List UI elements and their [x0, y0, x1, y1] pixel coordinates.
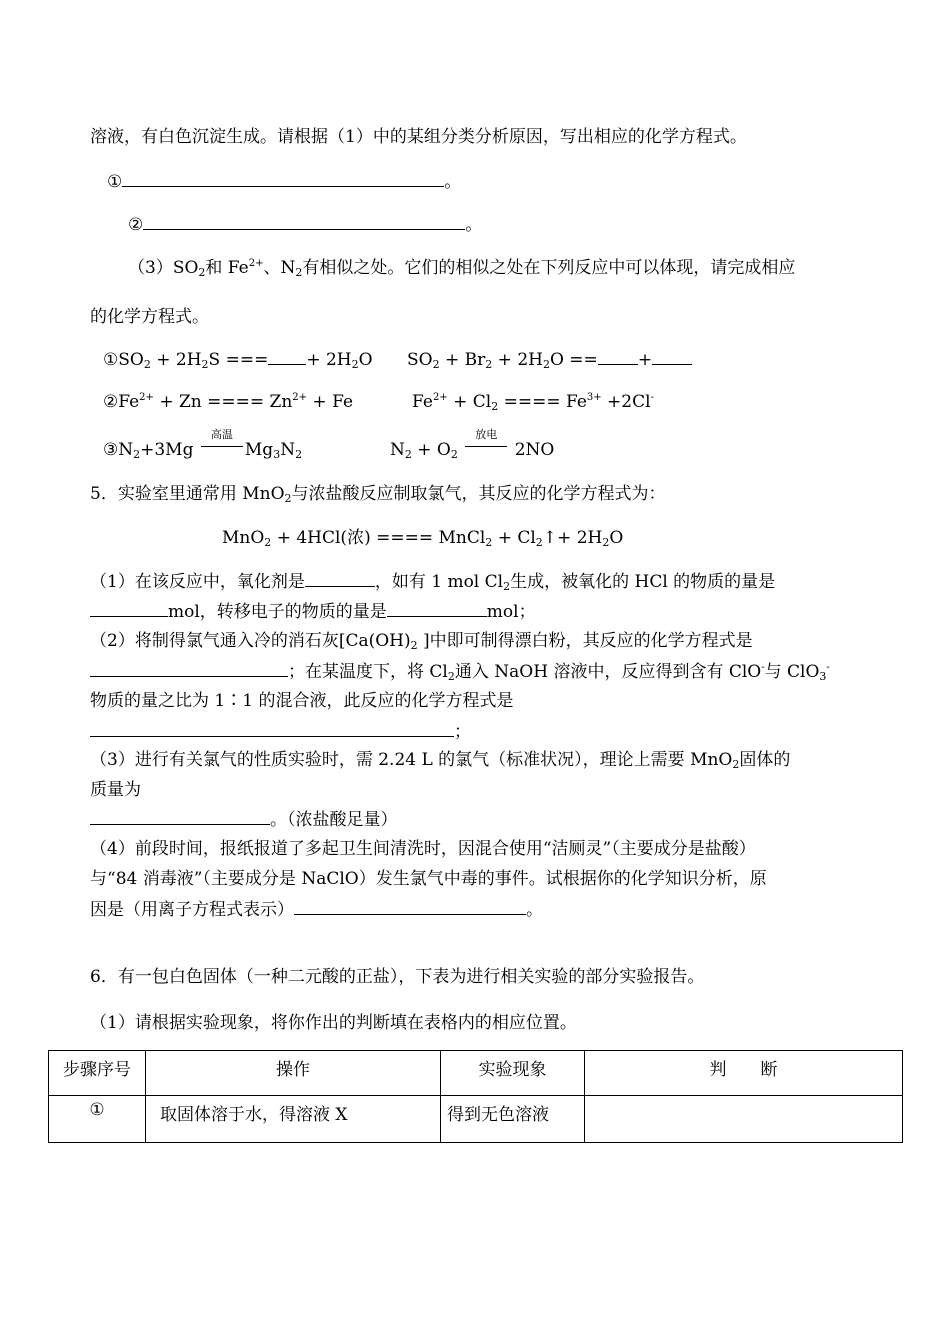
q4-reaction3-right: $N_2 + O_2$ 放电 2NO [390, 428, 555, 461]
q5-part2: （2）将制得氯气通入冷的消石灰[$Ca(OH)_2$ ]中即可制得漂白粉，其反应的化学方程式是 [90, 631, 753, 652]
q5-part2-line4: ； [90, 720, 471, 743]
table-row [49, 1096, 903, 1143]
q4-blank1[interactable] [122, 170, 444, 187]
q5-part1-line2: mol，转移电子的物质的量是 mol； [90, 600, 536, 623]
q4-part3: $(3)SO_2$和 $Fe^{2+}$、$N_2$有相似之处。它们的相似之处在下列反应中可以体现，请完成相应 [128, 258, 796, 279]
q4-intro: 溶液，有白色沉淀生成。请根据（1）中的某组分类分析原因，写出相应的化学方程式。 [90, 127, 747, 147]
q5-bleach-eq-blank[interactable] [90, 660, 288, 677]
condition-discharge: 放电 [463, 437, 509, 455]
q4-blank2[interactable] [143, 213, 465, 230]
q5-part2-line3: 物质的量之比为 1∶1 的混合液，此反应的化学方程式是 [90, 691, 514, 711]
condition-high-temp: 高温 [199, 437, 245, 455]
header-operation: 操作 [146, 1051, 441, 1096]
header-judgement: 判 断 [585, 1051, 903, 1096]
q4-blank2-num: ② [128, 215, 144, 235]
q4-r1-blank[interactable] [268, 348, 306, 365]
q5-part4: （4）前段时间，报纸报道了多起卫生间清洗时，因混合使用“洁厕灵”（主要成分是盐酸） [90, 839, 756, 859]
q5-mix-eq-blank[interactable] [90, 720, 454, 737]
q4-blank1-line: ① 。 [107, 172, 462, 192]
q4-reaction2-right: $Fe^{2+} + Cl_2$ ==== $Fe^{3+} +2Cl^-$ [412, 392, 654, 413]
q5-title: 5．实验室里通常用 MnO$_2$与浓盐酸反应制取氯气，其反应的化学方程式为： [90, 484, 666, 505]
q5-oxidant-blank[interactable] [305, 570, 375, 587]
q5-part3: （3）进行有关氯气的性质实验时，需 2.24 L 的氯气（标准状况），理论上需要 MnO$_2$固体的 [90, 750, 791, 771]
q5-part4-line3: 因是（用离子方程式表示） 。 [90, 900, 543, 920]
q5-equation: MnO$_2$ + 4HCl(浓) ==== MnCl$_2$ + $Cl_2↑+ 2H_2O$ [222, 528, 624, 549]
cell-step: ① [49, 1096, 146, 1143]
q5-part1: （1）在该反应中，氧化剂是 ，如有 1 mol $Cl_2$生成，被氧化的 HCl 的物质的量是 [90, 572, 776, 593]
q4-part3-line2: 的化学方程式。 [90, 307, 209, 327]
cell-judgement-input[interactable] [585, 1096, 903, 1143]
cell-phenomenon: 得到无色溶液 [441, 1096, 585, 1143]
q4-reaction1-left: $①SO_2 + 2H_2S$ === + $2H_2O$ [103, 350, 373, 371]
q4-reaction3-left: $③N_2+3Mg$ 高温 $Mg_3N_2$ [103, 428, 303, 461]
header-step: 步骤序号 [49, 1051, 146, 1096]
q5-part3-line3: 。（浓盐酸足量） [90, 808, 398, 831]
q6-title: 6．有一包白色固体（一种二元酸的正盐），下表为进行相关实验的部分实验报告。 [90, 967, 705, 987]
q5-mass-blank[interactable] [90, 808, 270, 825]
table-header-row [49, 1051, 903, 1096]
q4-reaction2-left: $②Fe^{2+} + Zn$ ==== $Zn^{2+} + Fe$ [103, 392, 354, 412]
q5-part2-line2: ；在某温度下，将 $Cl_2$通入 NaOH 溶液中，反应得到含有 ClO-与 ClO$_3$- [90, 660, 830, 683]
q5-ion-eq-blank[interactable] [294, 898, 526, 915]
header-phenomenon: 实验现象 [441, 1051, 585, 1096]
q5-part4-line2: 与“84 消毒液”（主要成分是 NaClO）发生氯气中毒的事件。试根据你的化学知识分析，原 [90, 869, 767, 889]
q4-r1-blank2[interactable] [598, 348, 638, 365]
q4-r1-blank3[interactable] [652, 348, 692, 365]
q5-hcl-blank[interactable] [90, 600, 168, 617]
cell-operation: 取固体溶于水，得溶液 X [146, 1096, 441, 1143]
q4-reaction1-right: $SO_2 + Br_2 + 2H_2O$ == + [407, 348, 692, 371]
q5-part3-line2: 质量为 [90, 780, 141, 800]
experiment-report-table [48, 1050, 903, 1143]
q5-electron-blank[interactable] [387, 600, 487, 617]
q4-blank1-num: ① [107, 172, 123, 192]
q6-part1: （1）请根据实验现象，将你作出的判断填在表格内的相应位置。 [90, 1013, 577, 1033]
q4-blank2-line: ② 。 [128, 215, 483, 235]
